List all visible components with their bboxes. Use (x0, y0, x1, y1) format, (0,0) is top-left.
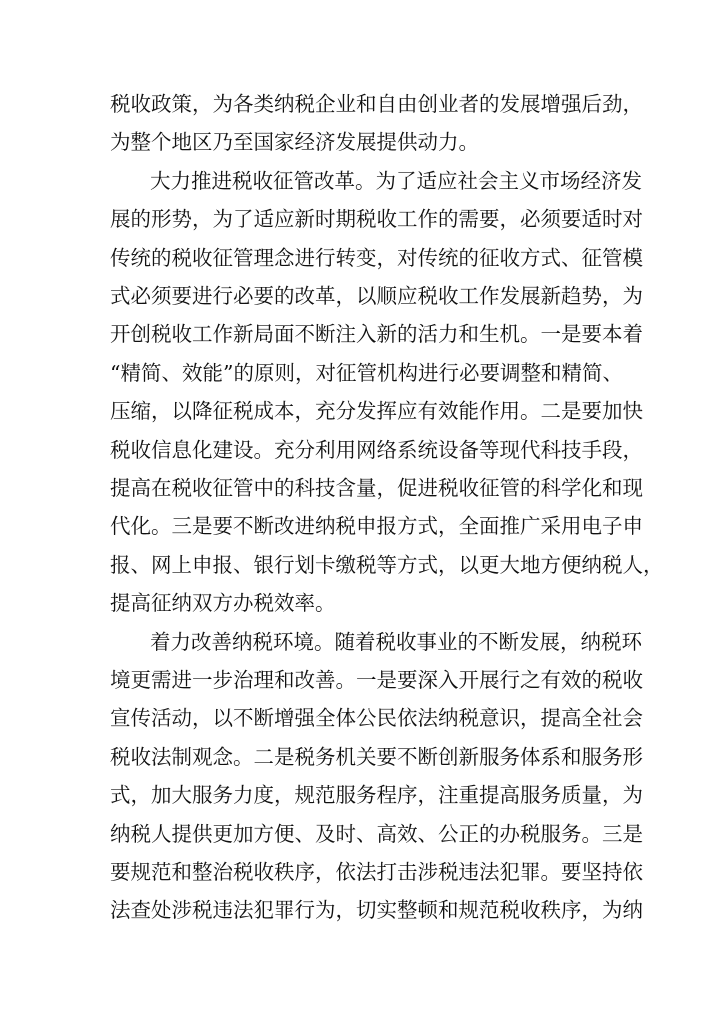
paragraph-3-line-7: 要规范和整治税收秩序，依法打击涉税违法犯罪。要坚持依 (110, 860, 643, 884)
paragraph-2-line-7: 压缩，以降征税成本，充分发挥应有效能作用。二是要加快 (110, 399, 643, 423)
paragraph-3-line-1: 着力改善纳税环境。随着税收事业的不断发展，纳税环 (150, 630, 642, 654)
paragraph-2-line-11: 报、网上申报、银行划卡缴税等方式，以更大地方便纳税人， (110, 553, 664, 577)
paragraph-3-line-3: 宣传活动，以不断增强全体公民依法纳税意识，提高全社会 (110, 706, 643, 730)
paragraph-3-line-4: 税收法制观念。二是税务机关要不断创新服务体系和服务形 (110, 745, 643, 769)
paragraph-2-line-10: 代化。三是要不断改进纳税申报方式，全面推广采用电子申 (110, 514, 643, 538)
paragraph-1-line-1: 税收政策，为各类纳税企业和自由创业者的发展增强后劲， (110, 92, 643, 116)
paragraph-3-line-5: 式，加大服务力度，规范服务程序，注重提高服务质量，为 (110, 783, 643, 807)
paragraph-3-line-6: 纳税人提供更加方便、及时、高效、公正的办税服务。三是 (110, 822, 643, 846)
paragraph-2-line-2: 展的形势，为了适应新时期税收工作的需要，必须要适时对 (110, 207, 643, 231)
paragraph-1-line-2: 为整个地区乃至国家经济发展提供动力。 (110, 130, 479, 154)
paragraph-2-line-8: 税收信息化建设。充分利用网络系统设备等现代科技手段， (110, 438, 643, 462)
paragraph-2-line-6: “精简、效能”的原则，对征管机构进行必要调整和精简、 (110, 361, 623, 385)
paragraph-2-line-5: 开创税收工作新局面不断注入新的活力和生机。一是要本着 (110, 322, 643, 346)
paragraph-2-line-4: 式必须要进行必要的改革，以顺应税收工作发展新趋势，为 (110, 284, 643, 308)
paragraph-3-line-8: 法查处涉税违法犯罪行为，切实整顿和规范税收秩序，为纳 (110, 898, 643, 922)
paragraph-2-line-3: 传统的税收征管理念进行转变，对传统的征收方式、征管模 (110, 246, 643, 270)
paragraph-2-line-12: 提高征纳双方办税效率。 (110, 591, 336, 615)
paragraph-3-line-2: 境更需进一步治理和改善。一是要深入开展行之有效的税收 (110, 668, 643, 692)
paragraph-2-line-1: 大力推进税收征管改革。为了适应社会主义市场经济发 (150, 169, 642, 193)
paragraph-2-line-9: 提高在税收征管中的科技含量，促进税收征管的科学化和现 (110, 476, 643, 500)
